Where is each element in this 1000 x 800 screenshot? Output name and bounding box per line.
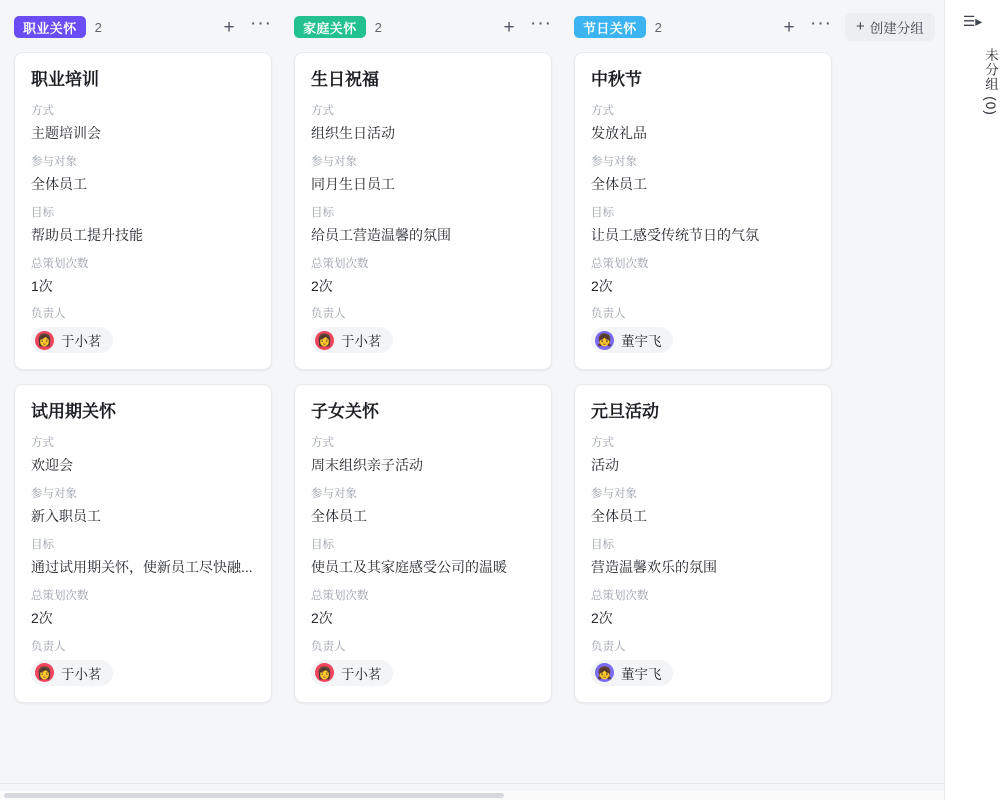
kanban-column-family — [294, 12, 552, 717]
card-title: 子女关怀 — [311, 402, 379, 422]
plus-icon: + — [856, 17, 865, 35]
owner-name: 于小茗 — [61, 334, 102, 350]
field-label: 目标 — [591, 206, 614, 219]
column-header — [574, 12, 832, 42]
card-title: 中秋节 — [591, 70, 642, 89]
card-field — [311, 257, 535, 296]
owner-chip[interactable] — [31, 327, 113, 353]
avatar: 👩 — [35, 331, 54, 350]
field-label: 方式 — [591, 437, 614, 450]
kanban-card[interactable] — [574, 384, 832, 702]
add-card-icon[interactable]: + — [503, 16, 515, 38]
owner-chip[interactable] — [311, 327, 393, 353]
card-field — [31, 257, 255, 296]
board-divider — [0, 783, 944, 784]
add-card-icon[interactable]: + — [223, 16, 235, 38]
scrollbar-thumb[interactable] — [4, 793, 504, 798]
card-owner-field — [31, 640, 255, 686]
field-label: 目标 — [591, 539, 614, 552]
field-label: 参与对象 — [311, 155, 357, 168]
field-label: 负责人 — [311, 308, 346, 321]
more-options-icon[interactable]: ··· — [810, 12, 832, 34]
field-value: 1次 — [31, 277, 53, 294]
kanban-column-career — [14, 12, 272, 717]
field-label: 总策划次数 — [31, 257, 89, 270]
column-card-count: 2 — [654, 19, 662, 35]
field-value: 同月生日员工 — [311, 175, 395, 192]
field-label: 目标 — [311, 206, 334, 219]
column-actions — [220, 12, 272, 38]
column-header — [294, 12, 552, 42]
ungrouped-panel — [944, 0, 1000, 800]
field-value: 全体员工 — [31, 175, 87, 192]
card-title: 元旦活动 — [591, 402, 659, 422]
owner-name: 董宇飞 — [621, 334, 662, 350]
field-value: 新入职员工 — [31, 508, 101, 525]
card-field — [591, 257, 815, 296]
field-label: 方式 — [591, 105, 614, 118]
field-label: 参与对象 — [591, 488, 637, 501]
card-field — [311, 538, 535, 577]
card-field — [591, 206, 815, 245]
kanban-card[interactable] — [294, 52, 552, 370]
column-title-chip[interactable]: 节日关怀 — [574, 16, 646, 38]
card-field — [311, 487, 535, 526]
card-field — [311, 155, 535, 194]
list-menu-icon[interactable]: ☰▸ — [962, 12, 983, 29]
card-field — [311, 104, 535, 143]
column-header — [14, 12, 272, 42]
field-label: 负责人 — [591, 640, 626, 653]
card-owner-field — [311, 307, 535, 353]
field-value: 使员工及其家庭感受公司的温暖 — [311, 559, 507, 576]
field-label: 参与对象 — [31, 155, 77, 168]
card-title: 职业培训 — [31, 70, 99, 89]
field-label: 负责人 — [31, 640, 66, 653]
card-field — [591, 155, 815, 194]
rail-header — [945, 0, 1000, 42]
field-value: 组织生日活动 — [311, 125, 395, 142]
card-field — [31, 155, 255, 194]
owner-chip[interactable] — [591, 660, 673, 686]
field-label: 方式 — [31, 105, 54, 118]
avatar: 👩 — [35, 663, 54, 682]
field-value: 2次 — [311, 609, 333, 626]
field-label: 总策划次数 — [591, 257, 649, 270]
column-title-chip[interactable]: 家庭关怀 — [294, 16, 366, 38]
field-value: 主题培训会 — [31, 125, 101, 142]
card-title: 试用期关怀 — [31, 402, 116, 422]
field-label: 总策划次数 — [591, 589, 649, 602]
create-group-label: 创建分组 — [869, 21, 924, 36]
field-label: 目标 — [31, 206, 54, 219]
avatar: 👩 — [315, 663, 334, 682]
avatar: 👧 — [595, 331, 614, 350]
field-value: 通过试用期关怀，使新员工尽快融... — [31, 559, 253, 576]
field-value: 活动 — [591, 457, 619, 474]
kanban-column-holiday — [574, 12, 832, 717]
field-value: 发放礼品 — [591, 125, 647, 142]
field-label: 参与对象 — [591, 155, 637, 168]
card-field — [311, 206, 535, 245]
card-owner-field — [591, 640, 815, 686]
field-value: 全体员工 — [591, 175, 647, 192]
card-field — [591, 589, 815, 628]
card-owner-field — [31, 307, 255, 353]
column-card-count: 2 — [374, 19, 382, 35]
owner-chip[interactable] — [591, 327, 673, 353]
field-value: 营造温馨欢乐的氛围 — [591, 559, 717, 576]
field-label: 负责人 — [311, 640, 346, 653]
field-value: 2次 — [591, 609, 613, 626]
card-field — [591, 436, 815, 475]
column-card-count: 2 — [94, 19, 102, 35]
kanban-card[interactable] — [14, 52, 272, 370]
add-card-icon[interactable]: + — [783, 16, 795, 38]
card-field — [591, 487, 815, 526]
owner-name: 于小茗 — [341, 334, 382, 350]
field-value: 全体员工 — [591, 508, 647, 525]
field-value: 全体员工 — [311, 508, 367, 525]
card-field — [591, 104, 815, 143]
horizontal-scrollbar[interactable] — [0, 791, 944, 800]
field-value: 2次 — [311, 277, 333, 294]
avatar: 👧 — [595, 663, 614, 682]
card-field — [31, 538, 255, 577]
field-value: 2次 — [591, 277, 613, 294]
create-group-button[interactable] — [845, 13, 935, 41]
field-label: 目标 — [31, 539, 54, 552]
column-actions — [780, 12, 832, 38]
card-field — [31, 436, 255, 475]
owner-name: 于小茗 — [61, 666, 102, 682]
card-field — [591, 538, 815, 577]
field-value: 欢迎会 — [31, 457, 73, 474]
field-label: 负责人 — [31, 308, 66, 321]
kanban-card[interactable] — [574, 52, 832, 370]
field-value: 给员工营造温馨的氛围 — [311, 226, 451, 243]
field-label: 方式 — [31, 437, 54, 450]
card-owner-field — [591, 307, 815, 353]
field-value: 让员工感受传统节日的气氛 — [591, 226, 759, 243]
field-label: 参与对象 — [31, 488, 77, 501]
field-value: 周末组织亲子活动 — [311, 457, 423, 474]
more-options-icon[interactable]: ··· — [530, 12, 552, 34]
owner-chip[interactable] — [311, 660, 393, 686]
field-value: 帮助员工提升技能 — [31, 226, 143, 243]
card-field — [31, 206, 255, 245]
kanban-card[interactable] — [294, 384, 552, 702]
field-label: 总策划次数 — [31, 589, 89, 602]
kanban-card[interactable] — [14, 384, 272, 702]
avatar: 👩 — [315, 331, 334, 350]
field-value: 2次 — [31, 609, 53, 626]
field-label: 方式 — [311, 105, 334, 118]
card-field — [311, 589, 535, 628]
field-label: 总策划次数 — [311, 589, 369, 602]
field-label: 方式 — [311, 437, 334, 450]
field-label: 总策划次数 — [311, 257, 369, 270]
ungrouped-label: 未分组 (0) — [983, 48, 998, 116]
field-label: 目标 — [311, 539, 334, 552]
field-label: 负责人 — [591, 308, 626, 321]
column-actions — [500, 12, 552, 38]
owner-name: 董宇飞 — [621, 666, 662, 682]
field-label: 参与对象 — [311, 488, 357, 501]
card-field — [31, 104, 255, 143]
card-field — [31, 589, 255, 628]
card-owner-field — [311, 640, 535, 686]
column-title-chip[interactable]: 职业关怀 — [14, 16, 86, 38]
owner-chip[interactable] — [31, 660, 113, 686]
card-field — [31, 487, 255, 526]
owner-name: 于小茗 — [341, 666, 382, 682]
card-field — [311, 436, 535, 475]
card-title: 生日祝福 — [311, 70, 379, 89]
more-options-icon[interactable]: ··· — [250, 12, 272, 34]
